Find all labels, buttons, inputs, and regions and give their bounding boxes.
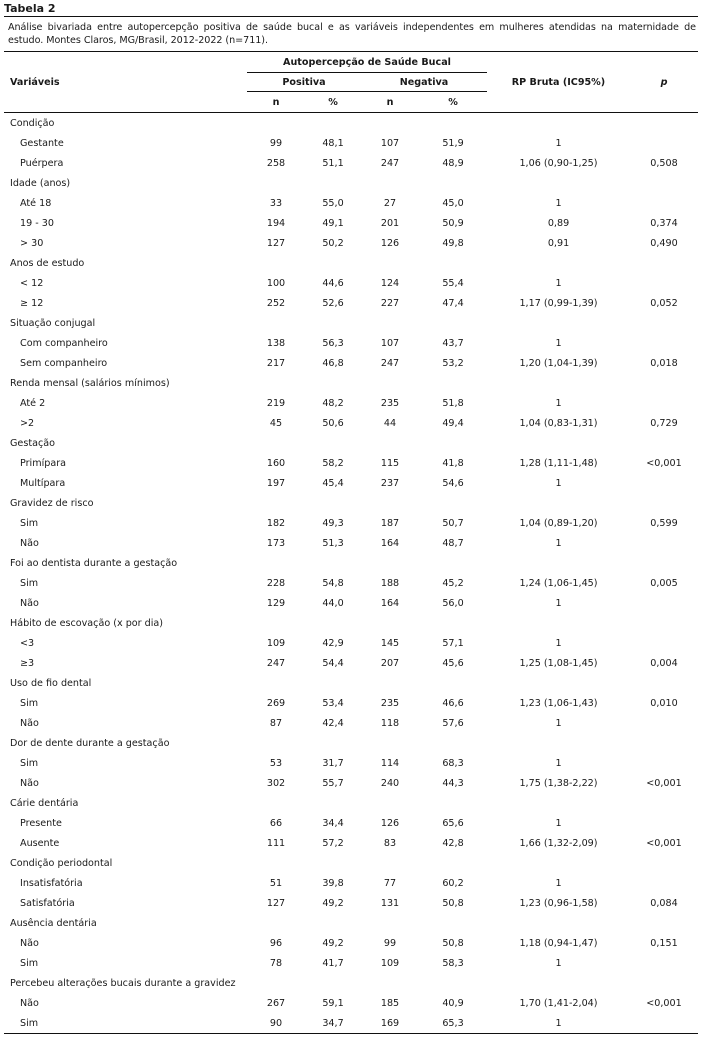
cell-category: Satisfatória [20,897,75,909]
cell-rp: 1 [555,537,562,549]
cell-pos-pct: 39,8 [322,877,344,889]
cell-pos-pct: 49,2 [322,897,344,909]
group-label: Foi ao dentista durante a gestação [10,557,178,569]
cell-pos-pct: 46,8 [322,357,344,369]
cell-neg-n: 124 [380,277,400,289]
group-label: Uso de fio dental [10,677,92,689]
table-row [4,193,698,213]
cell-rp: 1,20 (1,04-1,39) [519,357,598,369]
cell-neg-n: 235 [380,697,400,709]
cell-p: <0,001 [646,837,682,849]
cell-pos-pct: 50,6 [322,417,344,429]
table-row [4,873,698,893]
cell-pos-n: 197 [266,477,286,489]
cell-pos-pct: 55,7 [322,777,344,789]
table-header [4,52,698,113]
cell-pos-n: 160 [266,457,286,469]
cell-p [630,273,698,293]
cell-neg-n: 164 [380,537,400,549]
cell-category: Gestante [20,137,64,149]
cell-neg-pct: 48,9 [442,157,464,169]
cell-pos-n: 219 [266,397,286,409]
cell-pos-pct: 55,0 [322,197,344,209]
cell-rp: 0,89 [547,217,570,229]
cell-pos-pct: 41,7 [322,957,344,969]
cell-rp: 1 [555,597,562,609]
cell-neg-pct: 65,3 [442,1017,464,1029]
cell-neg-pct: 45,0 [442,197,464,209]
cell-rp: 1,17 (0,99-1,39) [519,297,598,309]
cell-neg-n: 99 [383,937,397,949]
table-row [4,953,698,973]
cell-p [630,133,698,153]
cell-rp: 0,91 [547,237,570,249]
cell-category: Multípara [20,477,66,489]
group-row [4,373,698,393]
cell-neg-pct: 56,0 [442,597,464,609]
table-row [4,393,698,413]
cell-rp: 1,04 (0,83-1,31) [519,417,598,429]
cell-rp: 1,70 (1,41-2,04) [519,997,598,1009]
cell-neg-n: 188 [380,577,400,589]
cell-neg-pct: 47,4 [442,297,464,309]
cell-rp: 1,28 (1,11-1,48) [519,457,598,469]
cell-pos-n: 302 [266,777,286,789]
cell-pos-n: 33 [269,197,283,209]
cell-neg-n: 27 [383,197,397,209]
table-page [4,0,698,1034]
cell-rp: 1,75 (1,38-2,22) [519,777,598,789]
group-label: Percebeu alterações bucais durante a gravidez [10,977,236,989]
cell-pos-pct: 44,0 [322,597,344,609]
cell-pos-pct: 49,3 [322,517,344,529]
cell-rp: 1,25 (1,08-1,45) [519,657,598,669]
cell-p [630,533,698,553]
cell-rp: 1,66 (1,32-2,09) [519,837,598,849]
header-variables: Variáveis [4,52,247,113]
cell-pos-n: 96 [269,937,283,949]
cell-p: 0,490 [650,237,678,249]
cell-rp: 1 [555,717,562,729]
group-row [4,973,698,993]
table-row [4,593,698,613]
cell-pos-pct: 44,6 [322,277,344,289]
cell-p: 0,004 [650,657,678,669]
cell-pos-n: 267 [266,997,286,1009]
cell-p [630,193,698,213]
cell-pos-n: 51 [269,877,283,889]
cell-neg-pct: 49,4 [442,417,464,429]
cell-category: Não [20,777,39,789]
cell-pos-n: 78 [269,957,283,969]
cell-neg-pct: 45,6 [442,657,464,669]
table-row [4,753,698,773]
group-row [4,493,698,513]
cell-p: 0,729 [650,417,678,429]
header-p: p [630,52,698,113]
cell-p: 0,084 [650,897,678,909]
cell-category: Não [20,997,39,1009]
cell-category: Primípara [20,457,67,469]
cell-neg-n: 207 [380,657,400,669]
group-label: Gestação [10,437,55,449]
cell-rp: 1 [555,277,562,289]
table-row [4,1013,698,1033]
group-row [4,313,698,333]
cell-neg-n: 114 [380,757,400,769]
cell-neg-n: 164 [380,597,400,609]
cell-pos-n: 87 [269,717,283,729]
cell-rp: 1 [555,1017,562,1029]
cell-pos-n: 45 [269,417,283,429]
table-row [4,693,698,713]
cell-p: 0,005 [650,577,678,589]
cell-category: Sim [20,757,39,769]
cell-neg-n: 118 [380,717,400,729]
cell-p [630,713,698,733]
cell-rp: 1 [555,337,562,349]
cell-category: Sim [20,517,39,529]
cell-pos-pct: 54,4 [322,657,344,669]
cell-neg-pct: 58,3 [442,957,464,969]
cell-p: 0,052 [650,297,678,309]
table-row [4,993,698,1013]
cell-p [630,1013,698,1033]
cell-pos-pct: 53,4 [322,697,344,709]
group-row [4,613,698,633]
cell-p [630,593,698,613]
cell-rp: 1 [555,397,562,409]
header-rp: RP Bruta (IC95%) [487,52,630,113]
cell-neg-pct: 42,8 [442,837,464,849]
header-negative: Negativa [361,73,487,92]
cell-category: 19 - 30 [20,217,54,229]
cell-category: Até 2 [20,397,46,409]
group-row [4,853,698,873]
cell-category: Ausente [20,837,60,849]
cell-p: 0,599 [650,517,678,529]
cell-category: < 12 [20,277,44,289]
cell-pos-n: 109 [266,637,286,649]
cell-pos-pct: 49,1 [322,217,344,229]
cell-pos-n: 247 [266,657,286,669]
table-row [4,573,698,593]
table-row [4,233,698,253]
group-label: Situação conjugal [10,317,96,329]
cell-pos-n: 252 [266,297,286,309]
cell-category: Não [20,597,39,609]
cell-neg-n: 131 [380,897,400,909]
cell-category: <3 [20,637,35,649]
cell-p [630,333,698,353]
cell-p [630,753,698,773]
cell-neg-n: 201 [380,217,400,229]
cell-pos-pct: 31,7 [322,757,344,769]
cell-pos-pct: 42,9 [322,637,344,649]
cell-p: 0,508 [650,157,678,169]
header-pos-n: n [247,92,305,113]
cell-pos-pct: 59,1 [322,997,344,1009]
cell-neg-pct: 54,6 [442,477,464,489]
cell-pos-n: 173 [266,537,286,549]
table-row [4,933,698,953]
cell-neg-n: 235 [380,397,400,409]
cell-pos-pct: 42,4 [322,717,344,729]
cell-neg-n: 44 [383,417,397,429]
cell-pos-n: 127 [266,897,286,909]
cell-category: >2 [20,417,35,429]
cell-pos-n: 129 [266,597,286,609]
table-row [4,133,698,153]
cell-rp: 1,23 (1,06-1,43) [519,697,598,709]
group-label: Condição periodontal [10,857,113,869]
cell-pos-n: 53 [269,757,283,769]
table-row [4,353,698,373]
cell-p [630,393,698,413]
cell-rp: 1,24 (1,06-1,45) [519,577,598,589]
group-label: Dor de dente durante a gestação [10,737,170,749]
cell-pos-pct: 45,4 [322,477,344,489]
cell-category: ≥3 [20,657,35,669]
cell-rp: 1,04 (0,89-1,20) [519,517,598,529]
cell-pos-n: 138 [266,337,286,349]
group-label: Cárie dentária [10,797,79,809]
cell-pos-pct: 48,2 [322,397,344,409]
cell-pos-pct: 49,2 [322,937,344,949]
cell-neg-pct: 49,8 [442,237,464,249]
cell-pos-n: 228 [266,577,286,589]
cell-pos-pct: 58,2 [322,457,344,469]
cell-p: 0,010 [650,697,678,709]
cell-pos-pct: 54,8 [322,577,344,589]
cell-neg-pct: 44,3 [442,777,464,789]
table-row [4,273,698,293]
group-row [4,173,698,193]
table-row [4,773,698,793]
cell-rp: 1 [555,637,562,649]
cell-pos-pct: 50,2 [322,237,344,249]
cell-p: 0,018 [650,357,678,369]
cell-category: Não [20,717,39,729]
cell-neg-pct: 60,2 [442,877,464,889]
table-row [4,413,698,433]
group-label: Renda mensal (salários mínimos) [10,377,170,389]
cell-p [630,953,698,973]
cell-pos-pct: 52,6 [322,297,344,309]
cell-p [630,473,698,493]
cell-pos-pct: 56,3 [322,337,344,349]
cell-category: Sim [20,957,39,969]
cell-pos-n: 269 [266,697,286,709]
group-label: Gravidez de risco [10,497,94,509]
cell-neg-n: 240 [380,777,400,789]
table-row [4,813,698,833]
table-row [4,333,698,353]
cell-pos-n: 100 [266,277,286,289]
header-neg-pct: % [419,92,487,113]
cell-pos-n: 66 [269,817,283,829]
cell-rp: 1 [555,197,562,209]
cell-pos-pct: 48,1 [322,137,344,149]
group-row [4,553,698,573]
cell-neg-n: 187 [380,517,400,529]
cell-category: Sim [20,1017,39,1029]
group-label: Ausência dentária [10,917,97,929]
table-label: Tabela 2 [4,2,56,15]
cell-pos-pct: 34,4 [322,817,344,829]
cell-pos-n: 182 [266,517,286,529]
table-row [4,513,698,533]
group-label: Hábito de escovação (x por dia) [10,617,164,629]
cell-neg-n: 237 [380,477,400,489]
cell-pos-n: 90 [269,1017,283,1029]
group-row [4,113,698,134]
cell-neg-n: 145 [380,637,400,649]
cell-neg-pct: 57,6 [442,717,464,729]
cell-p: <0,001 [646,777,682,789]
cell-p [630,813,698,833]
table-caption: Análise bivariada entre autopercepção positiva de saúde bucal e as variáveis independentes em mulheres atendidas na maternidade de estudo. Montes Claros, MG/Brasil, 2012-2022 (n=711). [8,22,696,46]
cell-rp: 1 [555,817,562,829]
cell-neg-n: 77 [383,877,397,889]
cell-neg-pct: 50,7 [442,517,464,529]
cell-rp: 1 [555,877,562,889]
cell-neg-n: 169 [380,1017,400,1029]
cell-neg-pct: 53,2 [442,357,464,369]
cell-p [630,873,698,893]
table-row [4,213,698,233]
cell-rp: 1 [555,477,562,489]
cell-neg-n: 107 [380,337,400,349]
cell-neg-pct: 46,6 [442,697,464,709]
cell-neg-n: 109 [380,957,400,969]
cell-neg-pct: 48,7 [442,537,464,549]
table-row [4,453,698,473]
cell-rp: 1,23 (0,96-1,58) [519,897,598,909]
cell-rp: 1 [555,137,562,149]
cell-pos-n: 99 [269,137,283,149]
table-body [4,113,698,1034]
cell-category: Não [20,537,39,549]
cell-neg-n: 247 [380,157,400,169]
cell-p [630,633,698,653]
table-row [4,153,698,173]
cell-category: Puérpera [20,157,64,169]
table-row [4,473,698,493]
cell-pos-n: 127 [266,237,286,249]
cell-p: 0,374 [650,217,678,229]
cell-neg-n: 247 [380,357,400,369]
cell-neg-pct: 50,9 [442,217,464,229]
header-group: Autopercepção de Saúde Bucal [247,52,487,73]
cell-rp: 1,06 (0,90-1,25) [519,157,598,169]
group-row [4,433,698,453]
group-label: Condição [10,117,55,129]
cell-p: 0,151 [650,937,678,949]
cell-neg-pct: 43,7 [442,337,464,349]
cell-neg-pct: 68,3 [442,757,464,769]
table-row [4,653,698,673]
cell-neg-n: 107 [380,137,400,149]
table-row [4,633,698,653]
cell-pos-n: 111 [266,837,286,849]
table-row [4,533,698,553]
cell-category: ≥ 12 [20,297,44,309]
cell-pos-pct: 57,2 [322,837,344,849]
cell-category: Com companheiro [20,337,108,349]
cell-neg-pct: 65,6 [442,817,464,829]
group-row [4,253,698,273]
cell-neg-pct: 40,9 [442,997,464,1009]
cell-p: <0,001 [646,997,682,1009]
cell-rp: 1 [555,757,562,769]
group-row [4,673,698,693]
cell-pos-n: 217 [266,357,286,369]
cell-neg-n: 126 [380,817,400,829]
data-table [4,52,698,1033]
group-row [4,913,698,933]
header-pos-pct: % [305,92,361,113]
cell-category: Sim [20,697,39,709]
cell-neg-pct: 51,8 [442,397,464,409]
cell-category: Sem companheiro [20,357,108,369]
cell-neg-pct: 51,9 [442,137,464,149]
cell-neg-pct: 57,1 [442,637,464,649]
group-row [4,733,698,753]
cell-category: > 30 [20,237,44,249]
bottom-rule [4,1033,698,1034]
cell-neg-pct: 41,8 [442,457,464,469]
cell-neg-n: 185 [380,997,400,1009]
cell-neg-n: 227 [380,297,400,309]
cell-neg-pct: 55,4 [442,277,464,289]
group-label: Anos de estudo [10,257,85,269]
cell-category: Sim [20,577,39,589]
cell-neg-n: 83 [383,837,397,849]
cell-pos-n: 258 [266,157,286,169]
header-positive: Positiva [247,73,361,92]
cell-rp: 1 [555,957,562,969]
cell-category: Presente [20,817,62,829]
cell-pos-pct: 51,1 [322,157,344,169]
cell-neg-pct: 50,8 [442,897,464,909]
table-row [4,833,698,853]
cell-rp: 1,18 (0,94-1,47) [519,937,598,949]
header-neg-n: n [361,92,419,113]
table-row [4,713,698,733]
cell-neg-pct: 45,2 [442,577,464,589]
group-label: Idade (anos) [10,177,71,189]
table-row [4,893,698,913]
table-row [4,293,698,313]
cell-pos-pct: 51,3 [322,537,344,549]
cell-neg-n: 126 [380,237,400,249]
cell-neg-pct: 50,8 [442,937,464,949]
cell-pos-pct: 34,7 [322,1017,344,1029]
cell-category: Até 18 [20,197,52,209]
cell-p: <0,001 [646,457,682,469]
cell-category: Não [20,937,39,949]
cell-neg-n: 115 [380,457,400,469]
group-row [4,793,698,813]
cell-pos-n: 194 [266,217,286,229]
cell-category: Insatisfatória [20,877,83,889]
